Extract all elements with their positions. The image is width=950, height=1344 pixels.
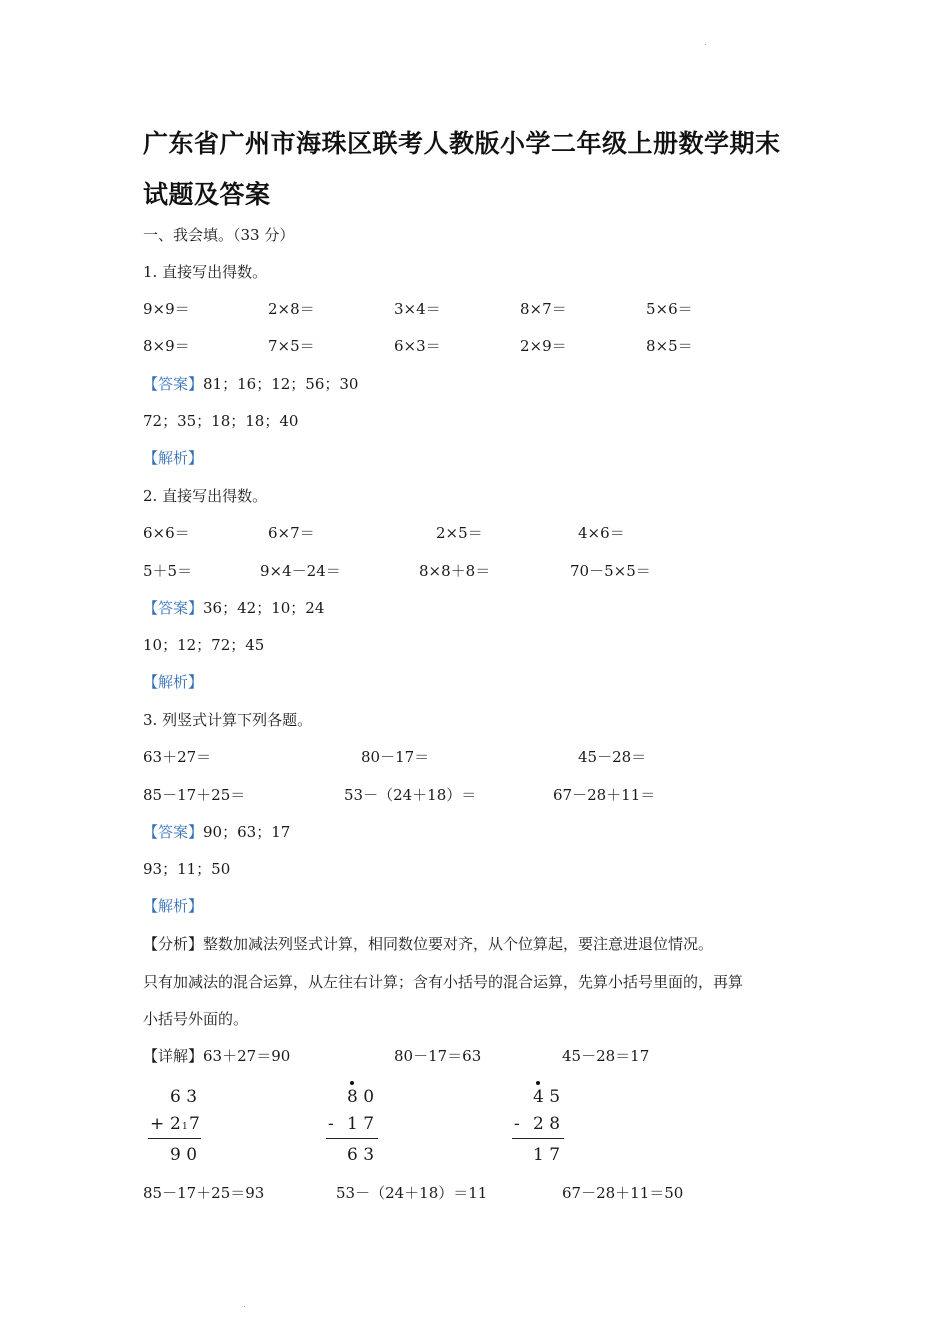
q2-row2-item: 70－5×5＝	[570, 562, 651, 580]
q3-detail-eq: 80－17＝63	[394, 1047, 482, 1065]
q2-row2-item: 5＋5＝	[143, 562, 193, 580]
vertical-top: 8 0	[347, 1087, 375, 1107]
q3-row2-item: 53－（24＋18）＝	[344, 786, 477, 804]
q3-fenxi-line3: 小括号外面的。	[143, 1010, 249, 1028]
vertical-operator: +	[150, 1114, 165, 1134]
vertical-line	[148, 1138, 201, 1139]
vertical-operator: -	[328, 1114, 334, 1134]
page-title-line1: 广东省广州市海珠区联考人教版小学二年级上册数学期末	[143, 129, 781, 158]
q2-row2-item: 8×8＋8＝	[419, 562, 491, 580]
answer-tag: 【答案】	[143, 823, 204, 841]
vertical-bottom: 2	[170, 1114, 181, 1134]
borrow-dot	[536, 1081, 540, 1085]
fenxi-text: 整数加减法列竖式计算，相同数位要对齐，从个位算起，要注意进退位情况。	[203, 935, 714, 953]
vertical-bottom: 1 7	[347, 1114, 375, 1134]
q3-row1-item: 45－28＝	[578, 748, 647, 766]
scan-speck	[244, 1306, 245, 1307]
q3-detail-eq: 45－28＝17	[562, 1047, 650, 1065]
answer-tag: 【答案】	[143, 375, 204, 393]
vertical-operator: -	[514, 1114, 520, 1134]
fenxi-tag: 【分析】	[143, 935, 204, 953]
q3-row1-item: 63＋27＝	[143, 748, 212, 766]
detail-tag: 【详解】	[143, 1047, 204, 1065]
q3-row2-item: 67－28＋11＝	[553, 786, 656, 804]
answer-tag: 【答案】	[143, 599, 204, 617]
q3-row1-item: 80－17＝	[361, 748, 430, 766]
borrow-dot	[350, 1081, 354, 1085]
q3-detail	[143, 1045, 290, 1066]
q3-fenxi-line2: 只有加减法的混合运算，从左往右计算；含有小括号的混合运算，先算小括号里面的，再算	[143, 973, 744, 991]
vertical-line	[512, 1138, 564, 1139]
q2-answer	[143, 597, 324, 618]
vertical-top: 4 5	[533, 1087, 561, 1107]
q3-detail-eq: 67－28＋11＝50	[562, 1184, 684, 1202]
scan-speck	[705, 44, 706, 45]
q1-answer-line2: 72；35；18；18；40	[143, 412, 299, 430]
vertical-result: 1 7	[533, 1145, 561, 1165]
q3-title: 3. 列竖式计算下列各题。	[143, 711, 313, 729]
vertical-result: 6 3	[347, 1145, 375, 1165]
q1-row2-item: 6×3＝	[394, 337, 441, 355]
q1-row1-item: 8×7＝	[520, 300, 567, 318]
q3-answer-line2: 93；11；50	[143, 860, 231, 878]
q1-row1-item: 2×8＝	[268, 300, 315, 318]
q2-row2-item: 9×4－24＝	[260, 562, 341, 580]
q3-analysis-tag: 【解析】	[143, 897, 204, 915]
q1-row2-item: 2×9＝	[520, 337, 567, 355]
q1-answer	[143, 373, 358, 394]
q2-answer-line2: 10；12；72；45	[143, 636, 265, 654]
section-heading: 一、我会填。（33 分）	[143, 226, 295, 244]
answer-text: 81；16；12；56；30	[203, 375, 359, 393]
vertical-result: 9 0	[170, 1145, 198, 1165]
q1-title: 1. 直接写出得数。	[143, 263, 268, 281]
vertical-top: 6 3	[170, 1087, 198, 1107]
q2-row1-item: 6×7＝	[268, 524, 315, 542]
q3-detail-eq: 53－（24＋18）＝11	[336, 1184, 488, 1202]
vertical-line	[326, 1138, 378, 1139]
q2-row1-item: 6×6＝	[143, 524, 190, 542]
q3-row2-item: 85－17＋25＝	[143, 786, 246, 804]
vertical-bottom-ones: 7	[189, 1114, 200, 1134]
q1-row2-item: 7×5＝	[268, 337, 315, 355]
q1-row1-item: 9×9＝	[143, 300, 190, 318]
q2-row1-item: 2×5＝	[436, 524, 483, 542]
q3-detail-eq: 85－17＋25＝93	[143, 1184, 265, 1202]
detail-eq: 63＋27＝90	[203, 1047, 291, 1065]
vertical-bottom: 2 8	[533, 1114, 561, 1134]
answer-text: 36；42；10；24	[203, 599, 325, 617]
carry-mark: 1	[182, 1122, 188, 1132]
q3-fenxi	[143, 933, 713, 954]
q2-title: 2. 直接写出得数。	[143, 487, 268, 505]
q1-analysis-tag: 【解析】	[143, 449, 204, 467]
q2-row1-item: 4×6＝	[578, 524, 625, 542]
answer-text: 90；63；17	[203, 823, 291, 841]
q1-row2-item: 8×9＝	[143, 337, 190, 355]
q3-answer	[143, 821, 290, 842]
q1-row1-item: 3×4＝	[394, 300, 441, 318]
q1-row2-item: 8×5＝	[646, 337, 693, 355]
q2-analysis-tag: 【解析】	[143, 673, 204, 691]
page-title-line2: 试题及答案	[143, 180, 271, 209]
q1-row1-item: 5×6＝	[646, 300, 693, 318]
